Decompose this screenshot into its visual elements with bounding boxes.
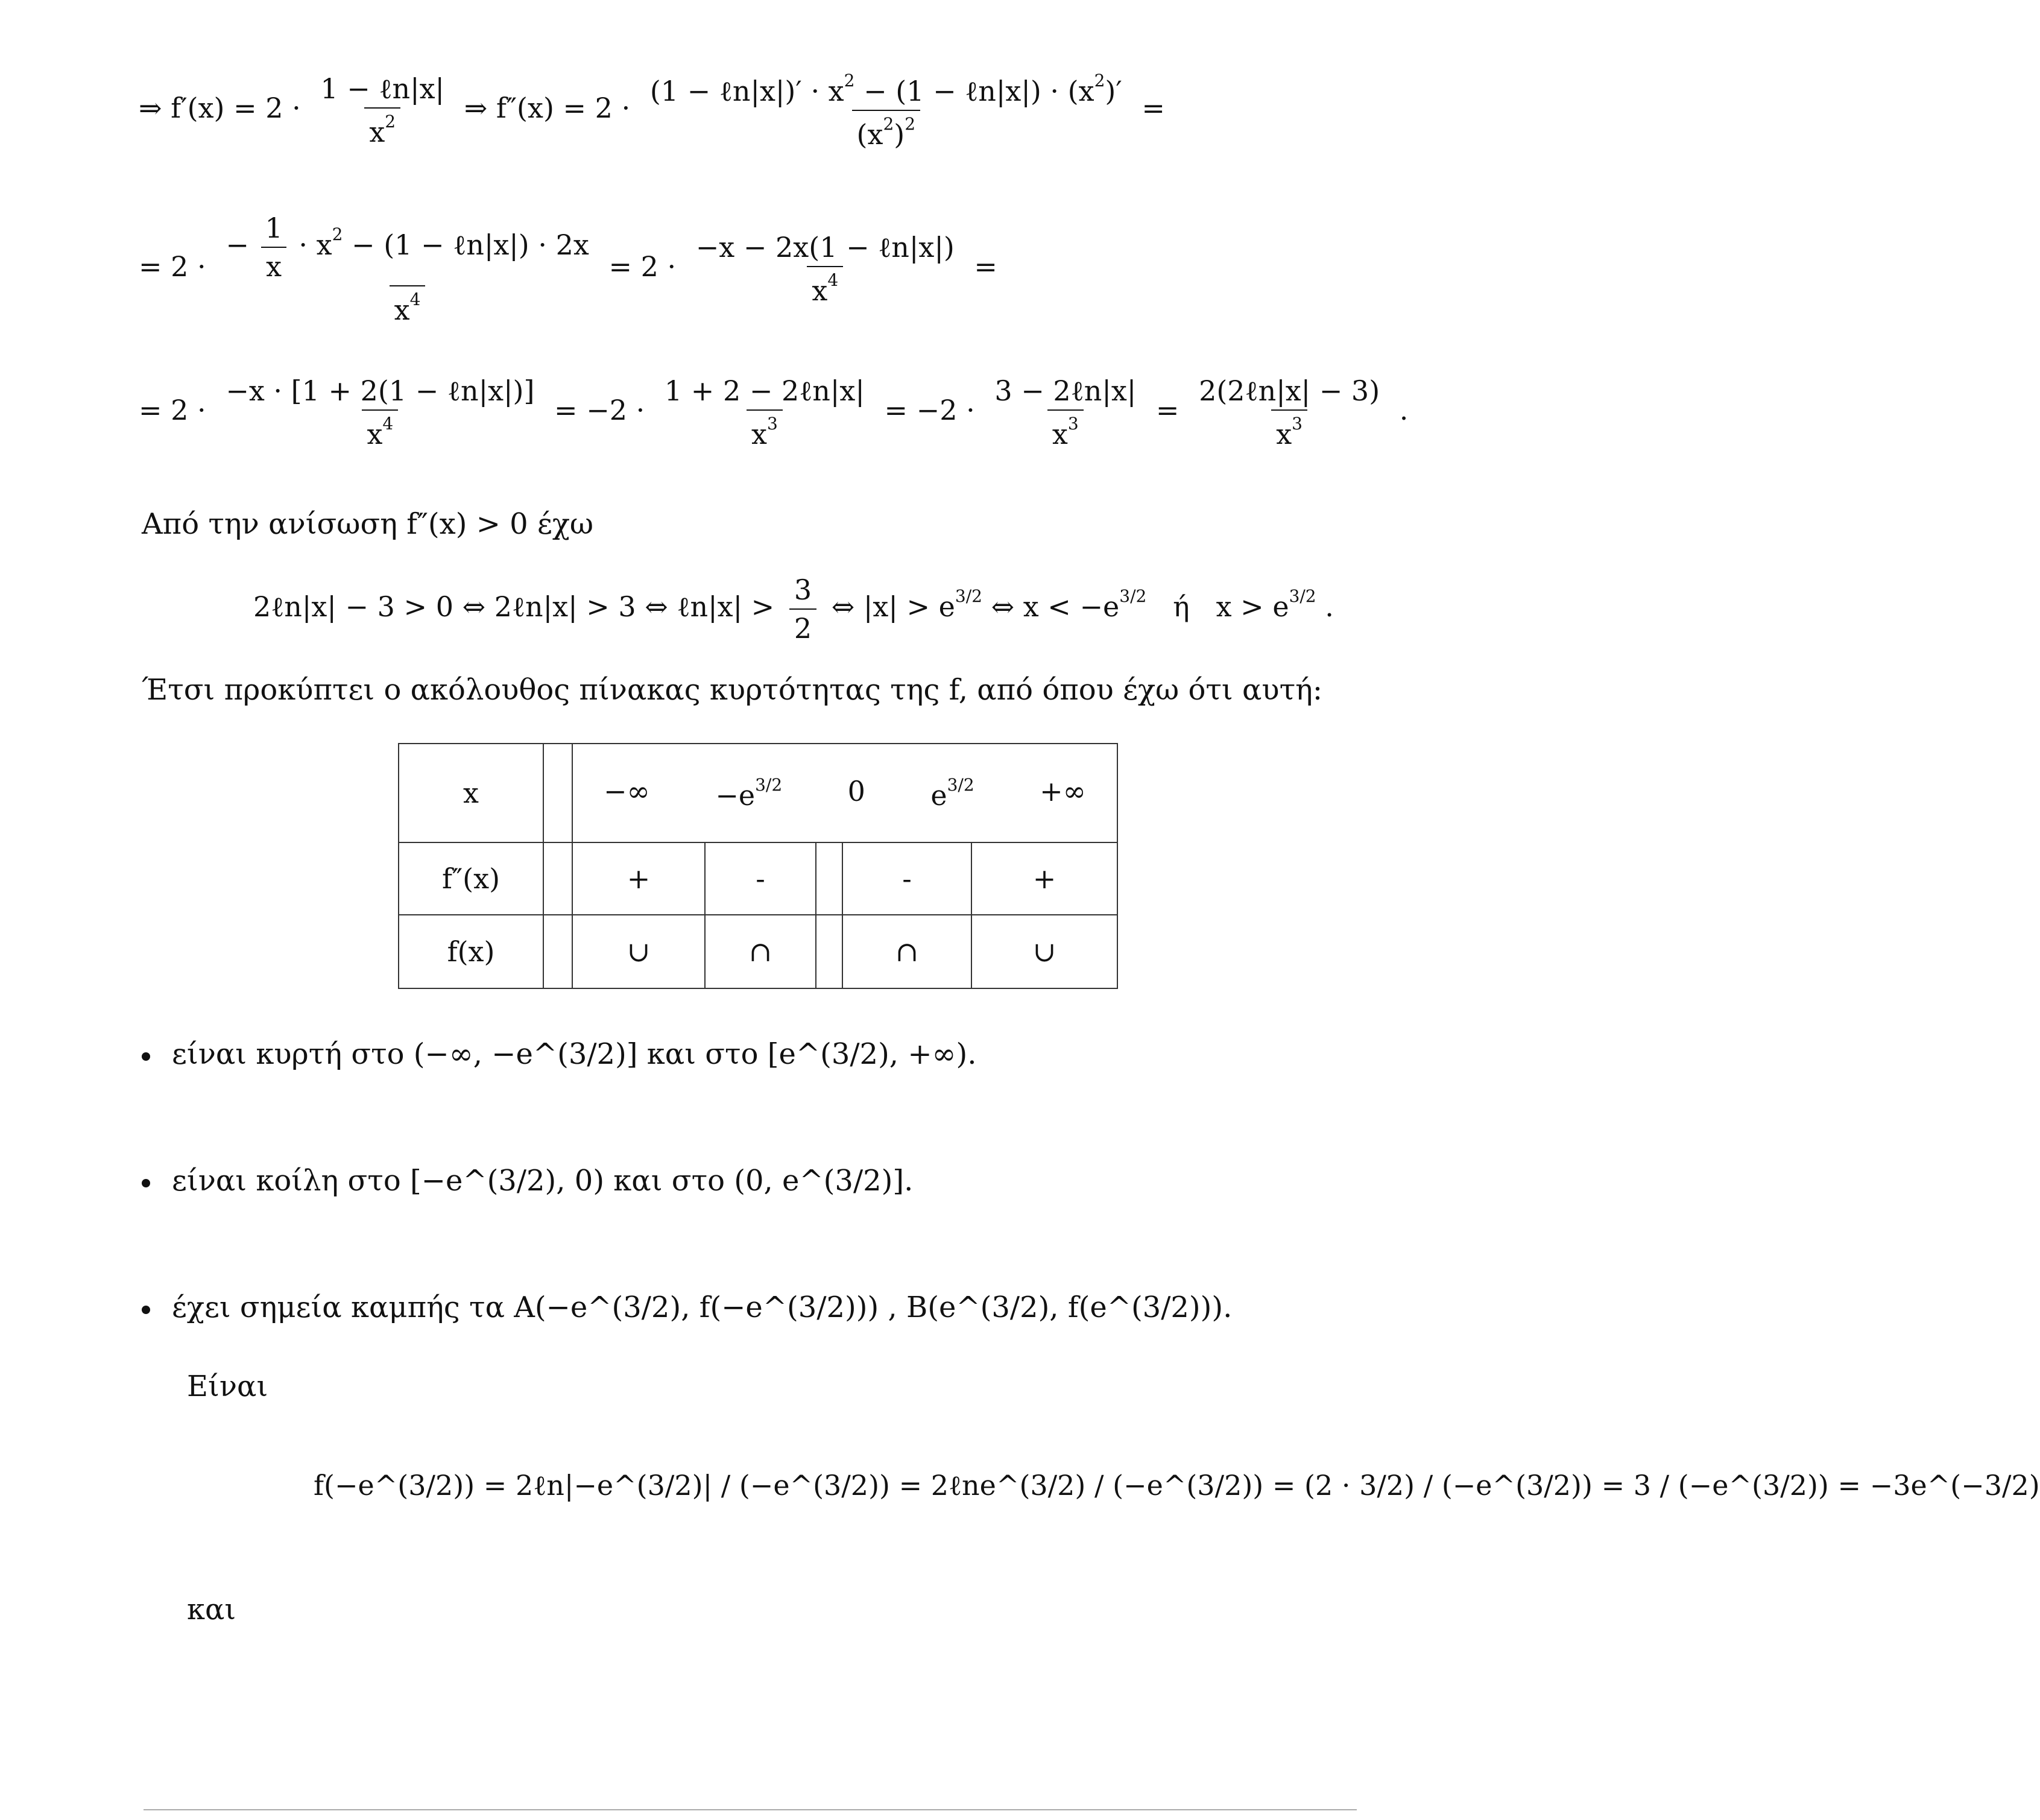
axis-point-neg-inf: −∞ <box>604 774 650 807</box>
concave-icon: ∩ <box>842 915 971 988</box>
bullet-dot-icon <box>142 1306 150 1314</box>
axis-point-e: $e^{3/2}$ <box>930 774 974 812</box>
bullet-dot-icon <box>142 1179 150 1187</box>
einai-label: Είναι <box>187 1370 268 1403</box>
axis-cell <box>572 744 1117 842</box>
bullet-concave: είναι κοίλη στο [−e^(3/2), 0) και στο (0, e^(3/2)]. <box>142 1164 913 1198</box>
row-label-f: f(x) <box>399 915 543 988</box>
table-row-fpp <box>399 842 1117 915</box>
bullet-dot-icon <box>142 1052 150 1061</box>
final-equation: f(−e^(3/2)) = 2ℓn|−e^(3/2)| / (−e^(3/2)) = 2ℓne^(3/2) / (−e^(3/2)) = (2 · 3/2) / (−e^(3/2)) = 3 / (−e^(3/2)) = −3e^(−3/2) <box>314 1469 2040 1502</box>
inequality-intro: Από την ανίσωση f″(x) > 0 έχω <box>142 507 594 541</box>
axis-point-pos-inf: +∞ <box>1040 774 1086 807</box>
inequality-chain: 2ℓn|x| − 3 > 0 ⇔ 2ℓn|x| > 3 ⇔ ℓn|x| > $\frac{3}{2}$ ⇔ $|x| > e^{3/2}$ ⇔ $x < -e^{3/2}$ ή $x > e^{3/2}$ . <box>253 573 1334 645</box>
equation-line-1: ⇒ f′(x) = 2 · $\frac{\text{1 − ℓn|x|}}{x^2}$ ⇒ f″(x) = 2 · $\frac{(1 - \ell n|x|)' \cdot x^2 - (1 - \ell n|x|) \cdot (x^2)'}{(x^2)^2}$ = <box>139 71 1165 151</box>
convex-icon: ∪ <box>971 915 1117 988</box>
table-row-f <box>399 915 1117 988</box>
convex-icon: ∪ <box>572 915 705 988</box>
axis-point-neg-e: $-e^{3/2}$ <box>715 774 783 812</box>
table-intro: Έτσι προκύπτει ο ακόλουθος πίνακας κυρτότητας της f, από όπου έχω ότι αυτή: <box>142 673 1323 707</box>
bullet-convex: είναι κυρτή στο (−∞, −e^(3/2)] και στο [e^(3/2), +∞). <box>142 1037 977 1071</box>
axis-point-zero: 0 <box>847 774 865 807</box>
equation-line-3: = 2 · $\frac{\text{−x · [1 + 2(1 − ℓn|x|)]}}{x^4}$ = −2 · $\frac{\text{1 + 2 − 2ℓn|x|}}{x^3}$ = −2 · $\frac{\text{3 − 2ℓn|x|}}{x^3}$ = $\frac{\text{2(2ℓn|x| − 3)}}{x^3}$ . <box>139 374 1409 450</box>
sign-cell: - <box>705 842 816 915</box>
convexity-table <box>398 743 1118 989</box>
table-row-x <box>399 744 1117 842</box>
sign-cell: - <box>842 842 971 915</box>
bullet-inflection: έχει σημεία καμπής τα A(−e^(3/2), f(−e^(3/2))) , B(e^(3/2), f(e^(3/2))). <box>142 1291 1232 1324</box>
footer-divider <box>144 1809 1357 1810</box>
sign-cell: + <box>971 842 1117 915</box>
equation-line-2: = 2 · − $\frac{1}{x}$ · $x^2 - (1$ − ℓn|x|) · 2x $x^4$ = 2 · $\frac{\text{−x − 2x(1 − ℓn|x|)}}{x^4}$ = <box>139 212 997 326</box>
row-label-fpp: f″(x) <box>399 842 543 915</box>
kai-label: και <box>187 1593 236 1626</box>
row-label-x: x <box>399 744 543 842</box>
concave-icon: ∩ <box>705 915 816 988</box>
sign-cell: + <box>572 842 705 915</box>
